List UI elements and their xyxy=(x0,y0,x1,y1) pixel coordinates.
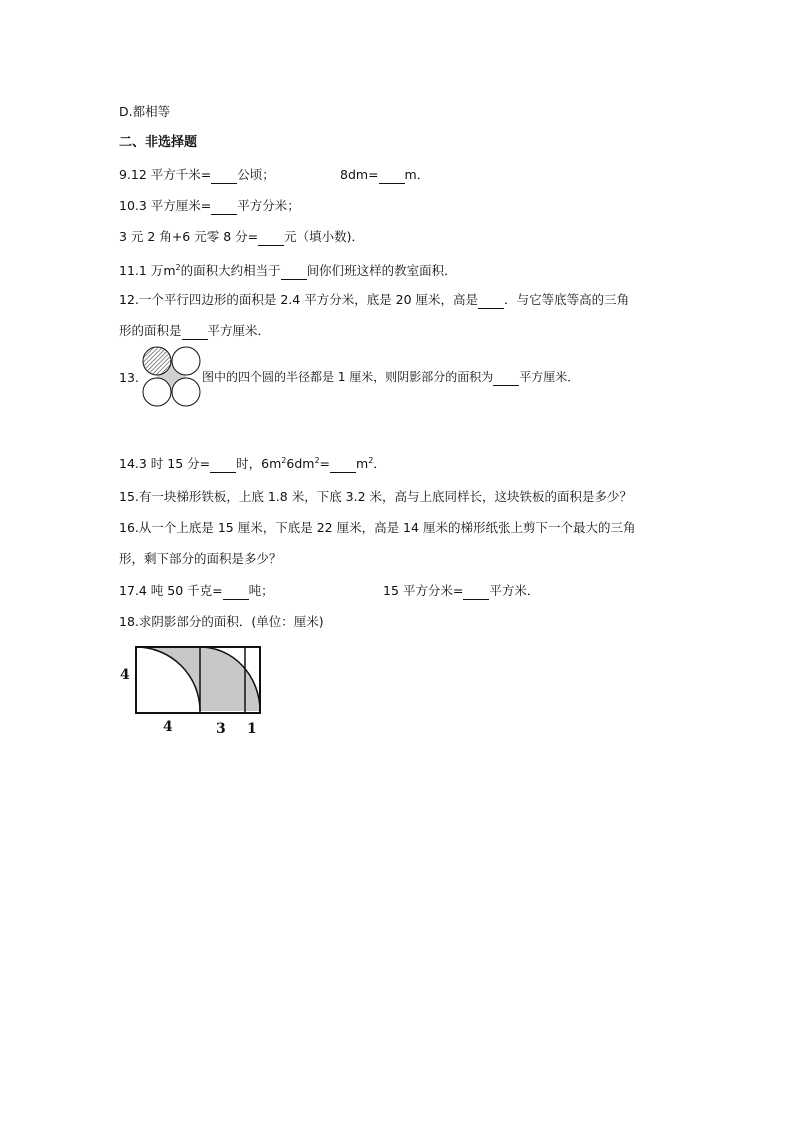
question-17-part2 xyxy=(383,583,539,600)
answer-blank[interactable] xyxy=(379,167,405,184)
question-15: 15.有一块梯形铁板，上底 1.8 米，下底 3.2 米，高与上底同样长，这块铁板的面积是多少？ xyxy=(119,489,633,504)
answer-blank[interactable] xyxy=(478,292,504,309)
q9-part2-post: m． xyxy=(404,167,430,182)
q11-pre: 11.1 万 xyxy=(119,263,164,279)
q12-line1-post: ．与它等底等高的三角 xyxy=(504,292,630,307)
question-13-text xyxy=(202,369,579,386)
circle-bottom-left xyxy=(143,378,171,406)
q13-number: 13. xyxy=(119,370,139,385)
answer-blank[interactable] xyxy=(182,323,208,340)
q12-line2-post: 平方厘米． xyxy=(207,323,271,338)
q11-mid: 的面积大约相当于 xyxy=(180,263,281,279)
dimension-right-label: 1 xyxy=(247,721,257,737)
q14-mid3: = xyxy=(319,456,331,472)
q9-part1-post: 公顷； xyxy=(237,167,275,182)
circle-bottom-right xyxy=(172,378,200,406)
q9-part2-pre: 8dm= xyxy=(340,167,379,182)
answer-blank[interactable] xyxy=(463,583,489,600)
q14-sup1: 2 xyxy=(281,456,287,465)
question-11 xyxy=(119,260,457,280)
question-16-line1: 16.从一个上底是 15 厘米，下底是 22 厘米，高是 14 厘米的梯形纸张上剪下一个最大的三角 xyxy=(119,520,636,535)
section-title: 二、非选择题 xyxy=(119,135,198,150)
question-10-line2 xyxy=(119,229,364,246)
q14-mid1: 时，6m xyxy=(236,456,282,472)
dimension-left-label: 4 xyxy=(163,719,173,735)
option-d: D.都相等 xyxy=(119,104,171,119)
question-9 xyxy=(119,167,275,184)
question-12-line1 xyxy=(119,292,629,309)
q10-line2-pre: 3 元 2 角+6 元零 8 分= xyxy=(119,229,259,244)
answer-blank[interactable] xyxy=(281,263,307,280)
q13-text-pre: 图中的四个圆的半径都是 1 厘米，则阴影部分的面积为 xyxy=(202,370,494,384)
question-10-line1 xyxy=(119,198,300,215)
question-12-line2 xyxy=(119,323,270,340)
answer-blank[interactable] xyxy=(330,456,356,473)
q14-pre: 14.3 时 15 分= xyxy=(119,456,211,472)
q17-part1-post: 吨； xyxy=(248,583,274,598)
q14-mid2: 6dm xyxy=(286,456,315,472)
circle-top-right xyxy=(172,347,200,375)
q13-text-post: 平方厘米． xyxy=(519,370,580,384)
q14-sup2: 2 xyxy=(314,456,320,465)
q12-line1-pre: 12.一个平行四边形的面积是 2.4 平方分米，底是 20 厘米，高是 xyxy=(119,292,479,307)
q17-part2-post: 平方米． xyxy=(489,583,540,598)
q11-unit: m xyxy=(163,263,176,279)
q10-line1-post: 平方分米； xyxy=(237,198,300,213)
answer-blank[interactable] xyxy=(223,583,249,600)
q14-end: ． xyxy=(373,456,386,472)
q10-line1-pre: 10.3 平方厘米= xyxy=(119,198,212,213)
answer-blank[interactable] xyxy=(211,167,237,184)
q14-sup3: 2 xyxy=(368,456,374,465)
q11-post: 间你们班这样的教室面积． xyxy=(306,263,457,279)
answer-blank[interactable] xyxy=(258,229,284,246)
question-9-part2 xyxy=(340,167,429,184)
shaded-area-figure xyxy=(134,645,264,715)
answer-blank[interactable] xyxy=(210,456,236,473)
q10-line2-post: 元（填小数)． xyxy=(284,229,364,244)
q17-part1-pre: 17.4 吨 50 千克= xyxy=(119,583,223,598)
q9-part1-pre: 9.12 平方千米= xyxy=(119,167,212,182)
question-16-line2: 形，剩下部分的面积是多少？ xyxy=(119,551,282,566)
circle-top-left xyxy=(143,347,171,375)
shaded-region-left xyxy=(136,647,200,711)
answer-blank[interactable] xyxy=(493,369,519,386)
dimension-middle-label: 3 xyxy=(216,721,226,737)
q17-part2-pre: 15 平方分米= xyxy=(383,583,464,598)
q12-line2-pre: 形的面积是 xyxy=(119,323,182,338)
shaded-region-right xyxy=(200,647,260,711)
question-17 xyxy=(119,583,274,600)
four-circles-figure xyxy=(142,346,202,408)
q11-sup: 2 xyxy=(175,263,181,272)
question-18: 18.求阴影部分的面积．(单位：厘米) xyxy=(119,614,324,629)
answer-blank[interactable] xyxy=(211,198,237,215)
q14-post: m xyxy=(356,456,369,472)
question-14 xyxy=(119,453,386,473)
dimension-height-label: 4 xyxy=(120,667,130,683)
